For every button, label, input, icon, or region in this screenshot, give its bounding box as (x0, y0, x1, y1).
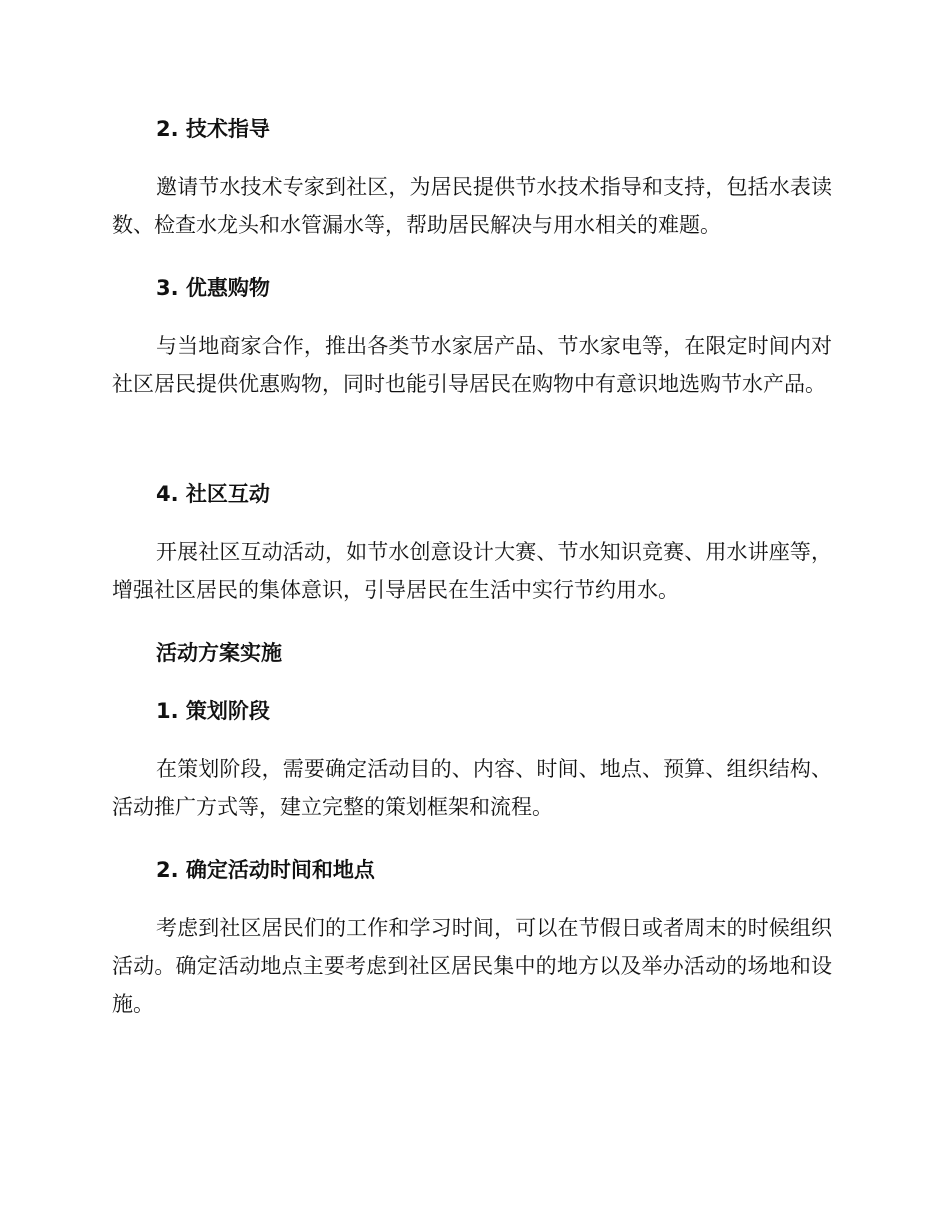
paragraph-planning-stage: 在策划阶段，需要确定活动目的、内容、时间、地点、预算、组织结构、活动推广方式等，建立完整的策划框架和流程。 (112, 757, 832, 819)
section-heading-planning-stage: 1. 策划阶段 (156, 699, 270, 723)
paragraph-community-interaction: 开展社区互动活动，如节水创意设计大赛、节水知识竞赛、用水讲座等，增强社区居民的集体意识，引导居民在生活中实行节约用水。 (112, 540, 832, 602)
section-heading-community-interaction: 4. 社区互动 (156, 482, 270, 506)
paragraph-technical-guidance: 邀请节水技术专家到社区，为居民提供节水技术指导和支持，包括水表读数、检查水龙头和水管漏水等，帮助居民解决与用水相关的难题。 (112, 175, 832, 237)
section-heading-time-and-place: 2. 确定活动时间和地点 (156, 858, 375, 882)
section-heading-implementation: 活动方案实施 (156, 641, 282, 665)
paragraph-discount-shopping: 与当地商家合作，推出各类节水家居产品、节水家电等，在限定时间内对社区居民提供优惠购物，同时也能引导居民在购物中有意识地选购节水产品。 (112, 334, 832, 396)
section-heading-discount-shopping: 3. 优惠购物 (156, 276, 270, 300)
section-heading-technical-guidance: 2. 技术指导 (156, 117, 270, 141)
paragraph-time-and-place: 考虑到社区居民们的工作和学习时间，可以在节假日或者周末的时候组织活动。确定活动地点主要考虑到社区居民集中的地方以及举办活动的场地和设施。 (112, 916, 832, 1016)
